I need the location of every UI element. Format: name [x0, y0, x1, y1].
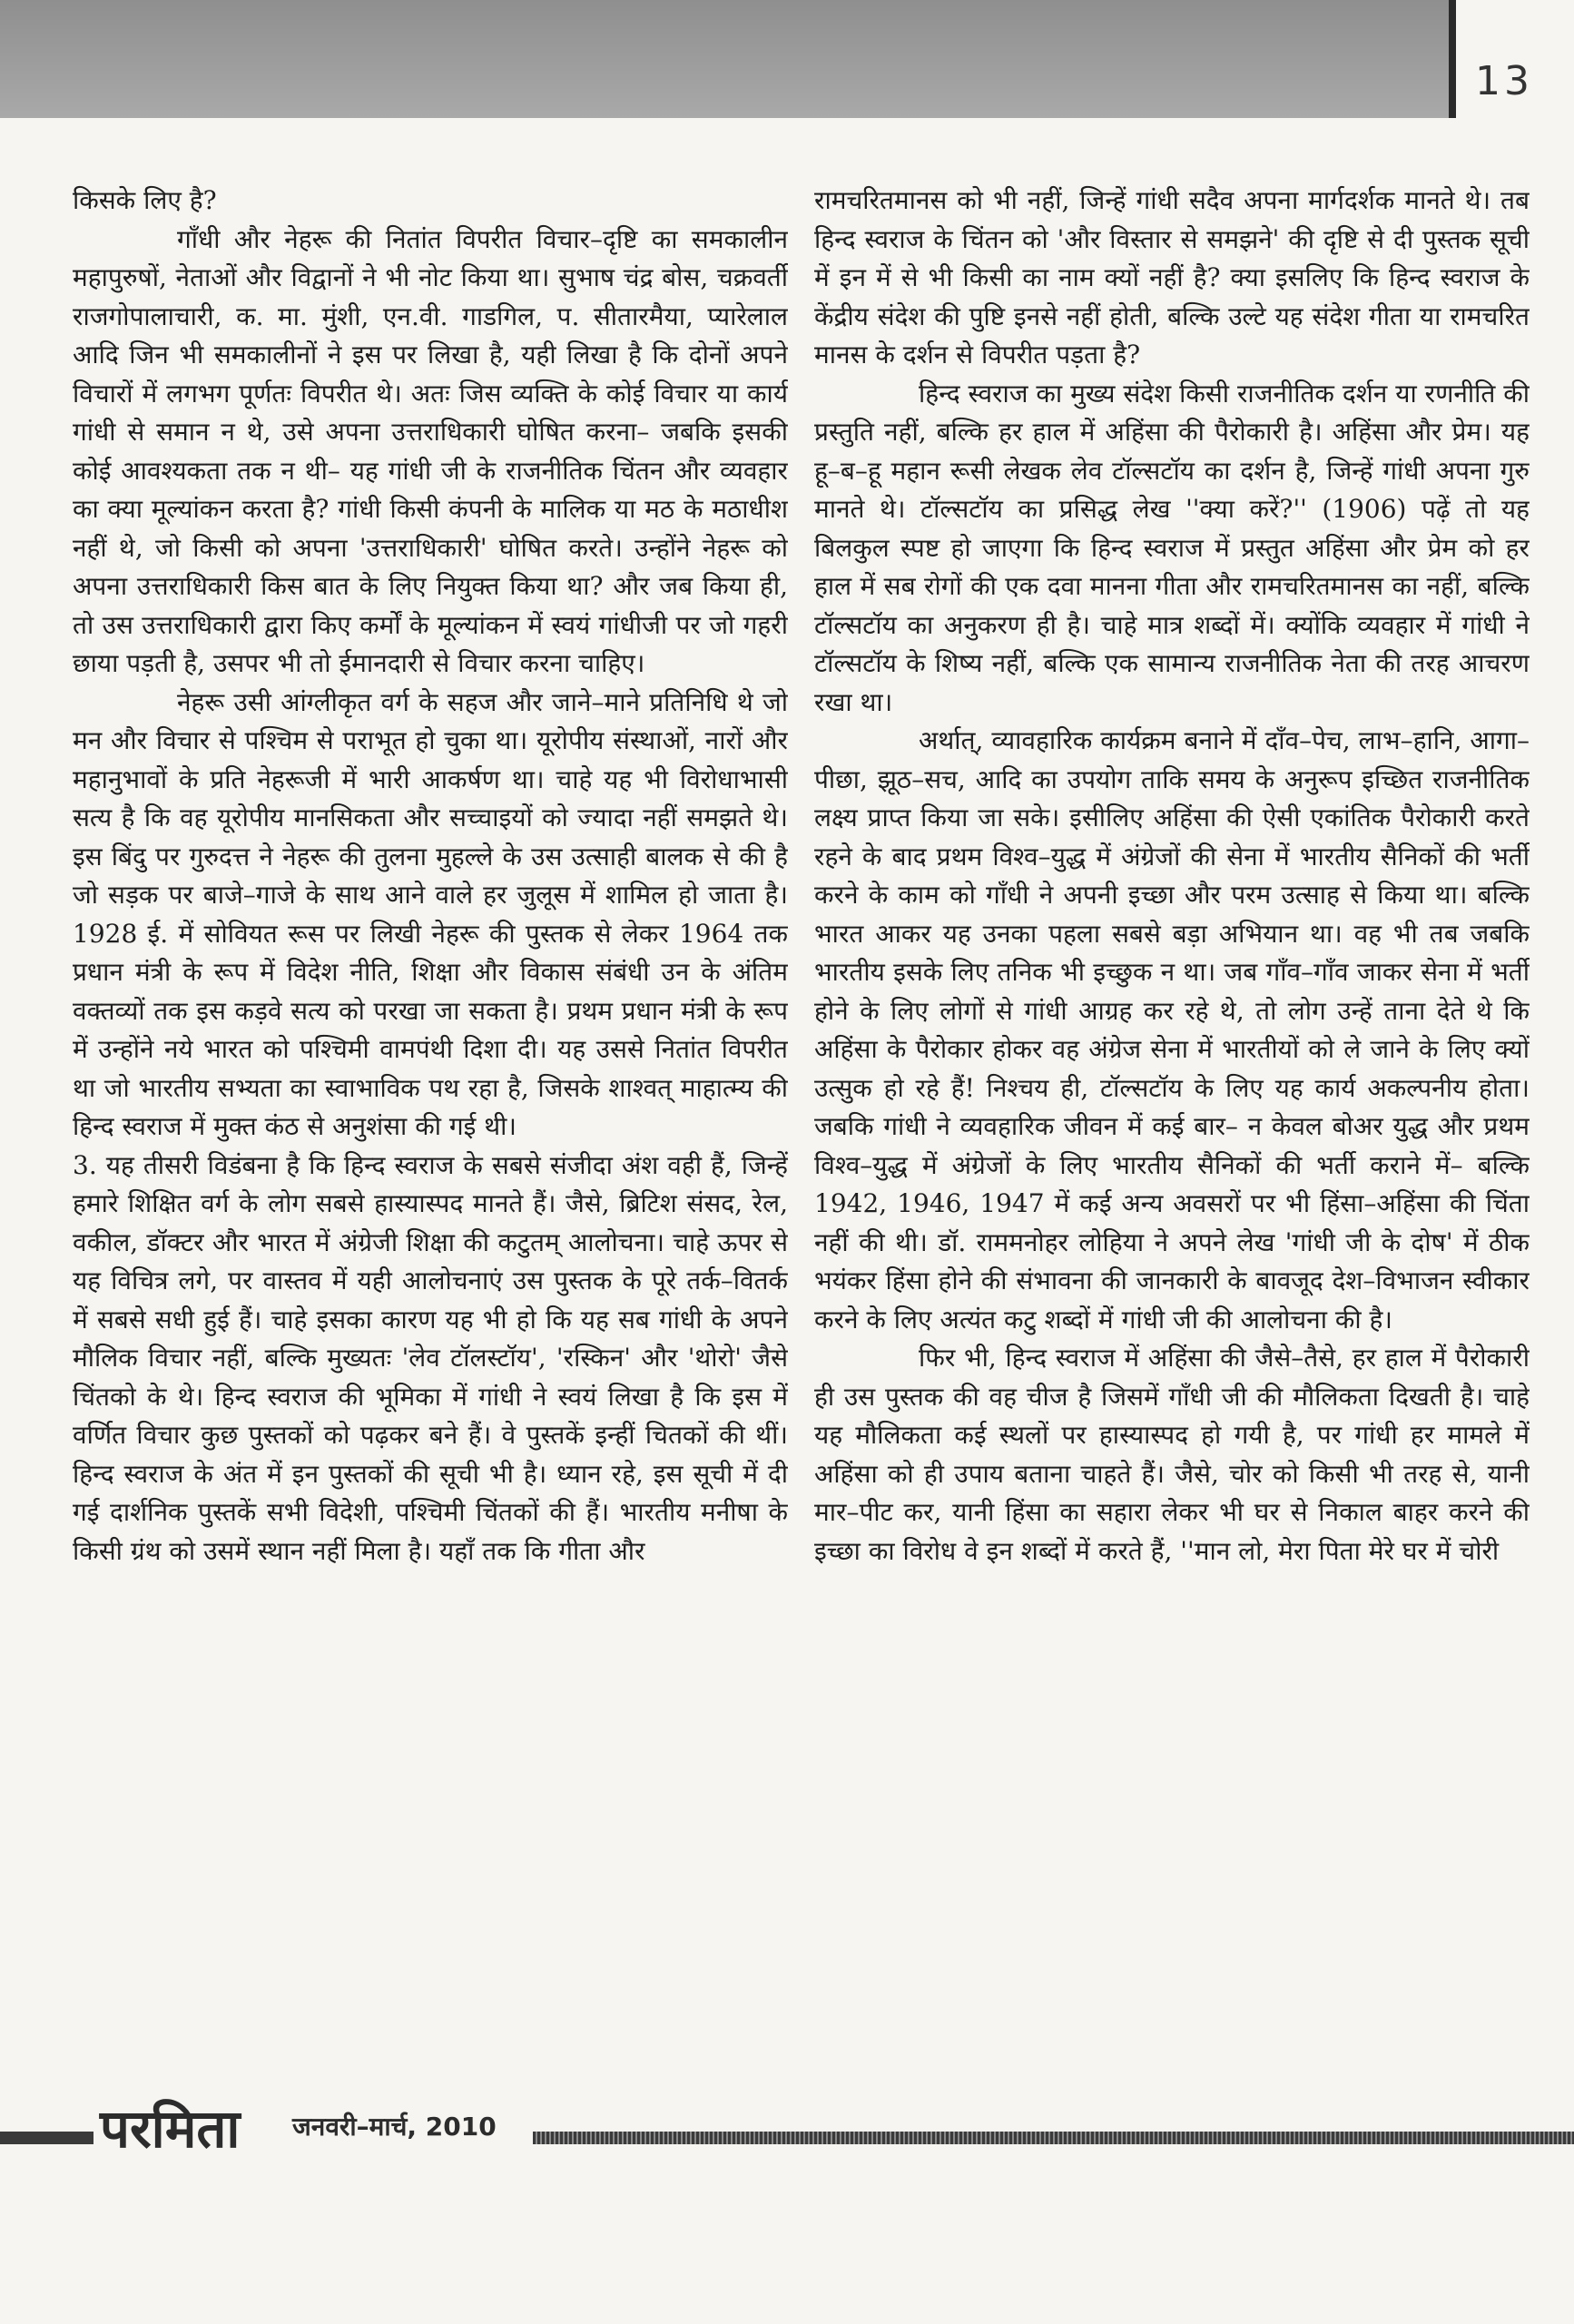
- paragraph: रामचरितमानस को भी नहीं, जिन्हें गांधी सदैव अपना मार्गदर्शक मानते थे। तब हिन्द स्वराज के चिंतन को 'और विस्तार से समझने' की दृष्टि से दी पुस्तक सूची में इन में से भी किसी का नाम क्यों नहीं है? क्या इसलिए कि हिन्द स्वराज के केंद्रीय संदेश की पुष्टि इनसे नहीं होती, बल्कि उल्टे यह संदेश गीता या रामचरित मानस के दर्शन से विपरीत पड़ता है?: [814, 185, 1530, 369]
- header-divider: [1449, 0, 1456, 118]
- paragraph: हिन्द स्वराज का मुख्य संदेश किसी राजनीतिक दर्शन या रणनीति की प्रस्तुति नहीं, बल्कि हर हाल में अहिंसा की पैरोकारी है। अहिंसा और प्रेम। यह हू–ब–हू महान रूसी लेखक लेव टॉल्सटॉय का दर्शन है, जिन्हें गांधी अपना गुरु मानते थे। टॉल्सटॉय का प्रसिद्ध लेख ''क्या करें?'' (1906) पढ़ें तो यह बिलकुल स्पष्ट हो जाएगा कि हिन्द स्वराज में प्रस्तुत अहिंसा और प्रेम को हर हाल में सब रोगों की एक दवा मानना गीता और रामचरितमानस का नहीं, बल्कि टॉल्सटॉय का अनुकरण ही है। चाहे मात्र शब्दों में। क्योंकि व्यवहार में गांधी ने टॉल्सटॉय के शिष्य नहीं, बल्कि एक सामान्य राजनीतिक नेता की तरह आचरण रखा था।: [814, 378, 1530, 717]
- paragraph: अर्थात्, व्यावहारिक कार्यक्रम बनाने में दाँव–पेच, लाभ–हानि, आगा–पीछा, झूठ–सच, आदि का उपयोग ताकि समय के अनुरूप इच्छित राजनीतिक लक्ष्य प्राप्त किया जा सके। इसीलिए अहिंसा की ऐसी एकांतिक पैरोकारी करते रहने के बाद प्रथम विश्व–युद्ध में अंग्रेजों की सेना में भारतीय सैनिकों की भर्ती करने के काम को गाँधी ने अपनी इच्छा और परम उत्साह से किया था। बल्कि भारत आकर यह उनका पहला सबसे बड़ा अभियान था। वह भी तब जबकि भारतीय इसके लिए तनिक भी इच्छुक न था। जब गाँव–गाँव जाकर सेना में भर्ती होने के लिए लोगों से गांधी आग्रह कर रहे थे, तो लोग उन्हें ताना देते थे कि अहिंसा के पैरोकार होकर वह अंग्रेज सेना में भारतीयों को ले जाने के लिए क्यों उत्सुक हो रहे हैं! निश्चय ही, टॉल्सटॉय के लिए यह कार्य अकल्पनीय होता। जबकि गांधी ने व्यवहारिक जीवन में कई बार– न केवल बोअर युद्ध और प्रथम विश्व–युद्ध में अंग्रेजों के लिए भारतीय सैनिकों की भर्ती कराने में– बल्कि 1942, 1946, 1947 में कई अन्य अवसरों पर भी हिंसा–अहिंसा की चिंता नहीं की थी। डॉ. राममनोहर लोहिया ने अपने लेख 'गांधी जी के दोष' में ठीक भयंकर हिंसा होने की संभावना की जानकारी के बावजूद देश–विभाजन स्वीकार करने के लिए अत्यंत कटु शब्दों में गांधी जी की आलोचना की है।: [814, 725, 1530, 1334]
- paragraph: गाँधी और नेहरू की नितांत विपरीत विचार–दृष्टि का समकालीन महापुरुषों, नेताओं और विद्वानों ने भी नोट किया था। सुभाष चंद्र बोस, चक्रवर्ती राजगोपालाचारी, क. मा. मुंशी, एन.वी. गाडगिल, प. सीतारमैया, प्यारेलाल आदि जिन भी समकालीनों ने इस पर लिखा है, यही लिखा है कि दोनों अपने विचारों में लगभग पूर्णतः विपरीत थे। अतः जिस व्यक्ति के कोई विचार या कार्य गांधी से समान न थे, उसे अपना उत्तराधिकारी घोषित करना– जबकि इसकी कोई आवश्यकता तक न थी– यह गांधी जी के राजनीतिक चिंतन और व्यवहार का क्या मूल्यांकन करता है? गांधी किसी कंपनी के मालिक या मठ के मठाधीश नहीं थे, जो किसी को अपना 'उत्तराधिकारी' घोषित करते। उन्होंने नेहरू को अपना उत्तराधिकारी किस बात के लिए नियुक्त किया था? और जब किया ही, तो उस उत्तराधिकारी द्वारा किए कर्मों के मूल्यांकन में स्वयं गांधीजी पर जो गहरी छाया पड़ती है, उसपर भी तो ईमानदारी से विचार करना चाहिए।: [73, 223, 788, 678]
- issue-date: जनवरी–मार्च, 2010: [292, 2112, 497, 2142]
- page-number: 13: [1475, 58, 1533, 104]
- header-band: [0, 0, 1449, 118]
- paragraph: नेहरू उसी आंग्लीकृत वर्ग के सहज और जाने–माने प्रतिनिधि थे जो मन और विचार से पश्चिम से पराभूत हो चुका था। यूरोपीय संस्थाओं, नारों और महानुभावों के प्रति नेहरूजी में भारी आकर्षण था। चाहे यह भी विरोधाभासी सत्य है कि वह यूरोपीय मानसिकता और सच्चाइयों को ज्यादा नहीं समझते थे। इस बिंदु पर गुरुदत्त ने नेहरू की तुलना मुहल्ले के उस उत्साही बालक से की है जो सड़क पर बाजे–गाजे के साथ आने वाले हर जुलूस में शामिल हो जाता है। 1928 ई. में सोवियत रूस पर लिखी नेहरू की पुस्तक से लेकर 1964 तक प्रधान मंत्री के रूप में विदेश नीति, शिक्षा और विकास संबंधी उन के अंतिम वक्तव्यों तक इस कड़वे सत्य को परखा जा सकता है। प्रथम प्रधान मंत्री के रूप में उन्होंने नये भारत को पश्चिमी वामपंथी दिशा दी। यह उससे नितांत विपरीत था जो भारतीय सभ्यता का स्वाभाविक पथ रहा है, जिसके शाश्वत् माहात्म्य की हिन्द स्वराज में मुक्त कंठ से अनुशंसा की गई थी।: [73, 686, 788, 1141]
- paragraph: 3. यह तीसरी विडंबना है कि हिन्द स्वराज के सबसे संजीदा अंश वही हैं, जिन्हें हमारे शिक्षित वर्ग के लोग सबसे हास्यास्पद मानते हैं। जैसे, ब्रिटिश संसद, रेल, वकील, डॉक्टर और भारत में अंग्रेजी शिक्षा की कटुतम् आलोचना। चाहे ऊपर से यह विचित्र लगे, पर वास्तव में यही आलोचनाएं उस पुस्तक के पूरे तर्क–वितर्क में सबसे सधी हुई हैं। चाहे इसका कारण यह भी हो कि यह सब गांधी के अपने मौलिक विचार नहीं, बल्कि मुख्यतः 'लेव टॉलस्टॉय', 'रस्किन' और 'थोरो' जैसे चिंतको के थे। हिन्द स्वराज की भूमिका में गांधी ने स्वयं लिखा है कि इस में वर्णित विचार कुछ पुस्तकों को पढ़कर बने हैं। वे पुस्तकें इन्हीं चितकों की थीं। हिन्द स्वराज के अंत में इन पुस्तकों की सूची भी है। ध्यान रहे, इस सूची में दी गई दार्शनिक पुस्तकें सभी विदेशी, पश्चिमी चिंतकों की हैं। भारतीय मनीषा के किसी ग्रंथ को उसमें स्थान नहीं मिला है। यहाँ तक कि गीता और: [73, 1149, 788, 1566]
- right-column: [814, 182, 1530, 2070]
- magazine-title: परमिता: [100, 2098, 241, 2160]
- left-column: [73, 182, 788, 2070]
- paragraph: किसके लिए है?: [73, 185, 217, 215]
- footer-rule-right: [533, 2132, 1574, 2144]
- footer-rule-left: [0, 2132, 93, 2144]
- paragraph: फिर भी, हिन्द स्वराज में अहिंसा की जैसे–तैसे, हर हाल में पैरोकारी ही उस पुस्तक की वह चीज है जिसमें गाँधी जी की मौलिकता दिखती है। चाहे यह मौलिकता कई स्थलों पर हास्यास्पद हो गयी है, पर गांधी हर मामले में अहिंसा को ही उपाय बताना चाहते हैं। जैसे, चोर को किसी भी तरह से, यानी मार–पीट कर, यानी हिंसा का सहारा लेकर भी घर से निकाल बाहर करने की इच्छा का विरोध वे इन शब्दों में करते हैं, ''मान लो, मेरा पिता मेरे घर में चोरी: [814, 1343, 1530, 1566]
